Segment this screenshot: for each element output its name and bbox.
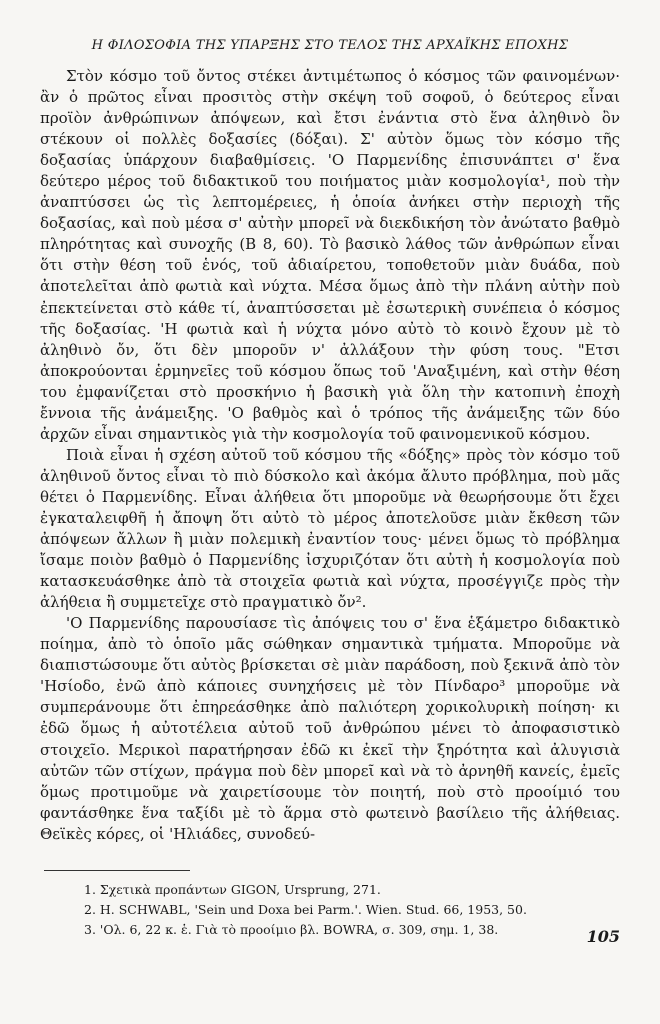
footnote-3: 3. 'Ολ. 6, 22 κ. ἑ. Γιὰ τὸ προοίμιο βλ. BOWRA, σ. 309, σημ. 1, 38. bbox=[84, 922, 499, 937]
footnote-separator bbox=[44, 870, 190, 871]
page-number: 105 bbox=[586, 927, 620, 946]
footnote-1: 1. Σχετικὰ προπάντων GIGON, Ursprung, 271. bbox=[84, 882, 381, 897]
paragraph-2: Ποιὰ εἶναι ἡ σχέση αὐτοῦ τοῦ κόσμου τῆς «δόξης» πρὸς τὸν κόσμο τοῦ ἀληθινοῦ ὄντος εἶναι τὸ πιὸ δύσκολο καὶ ἀκόμα ἄλυτο πρόβλημα, ποὺ μᾶς θέτει ὁ Παρμενίδης. Εἶναι ἀλήθεια ὅτι μποροῦμε νὰ θεωρήσουμε ὅτι ἔχει ἐγκαταλειφθῆ ἡ ἄποψη ὅτι αὐτὸ τὸ μέρος ἀποτελοῦσε μιὰν ἔκθεση τῶν ἀπόψεων ἄλλων ἢ μιὰν πολεμικὴ ἐναντίον τους· μένει ὅμως τὸ πρόβλημα ἴσαμε ποιὸν βαθμὸ ὁ Παρμενίδης ἰσχυριζόταν ὅτι αὐτὴ ἡ κοσμολογία ποὺ κατασκευάσθηκε ἀπὸ τὰ στοιχεῖα φωτιὰ καὶ νύχτα, προσέγγιζε πρὸς τὴν ἀλήθεια ἢ συμμετεῖχε στὸ πραγματικὸ ὄν². bbox=[40, 445, 620, 612]
footnote-2: 2. H. SCHWABL, 'Sein und Doxa bei Parm.'. Wien. Stud. 66, 1953, 50. bbox=[84, 902, 527, 917]
paragraph-1: Στὸν κόσμο τοῦ ὄντος στέκει ἀντιμέτωπος ὁ κόσμος τῶν φαινομένων· ἂν ὁ πρῶτος εἶναι προσιτὸς στὴν σκέψη τοῦ σοφοῦ, ὁ δεύτερος εἶναι προϊὸν ἀνθρώπινων ἀπόψεων, καὶ ἔτσι ἐνάντια στὸ ἕνα ἀληθινὸ ὂν στέκουν οἱ πολλὲς δοξασίες (δόξαι). Σ' αὐτὸν ὅμως τὸν κόσμο τῆς δοξασίας ὑπάρχουν διαβαθμίσεις. 'Ο Παρμενίδης ἐπισυνάπτει σ' ἕνα δεύτερο μέρος τοῦ διδακτικοῦ του ποιήματος μιὰν κοσμολογία¹, ποὺ τὴν ἀναπτύσσει ὡς τὶς λεπτομέρειες, ἡ ὁποία ἀνήκει στὴν περιοχὴ τῆς δοξασίας, καὶ ποὺ μέσα σ' αὐτὴν μπορεῖ νὰ διεκδικήση τὸν ἀνώτατο βαθμὸ πληρότητας καὶ συνοχῆς (Β 8, 60). Τὸ βασικὸ λάθος τῶν ἀνθρώπων εἶναι ὅτι στὴν θέση τοῦ ἑνός, τοῦ ἀδιαίρετου, τοποθετοῦν μιὰν δυάδα, ποὺ ἀποτελεῖται ἀπὸ φωτιὰ καὶ νύχτα. Μέσα ὅμως ἀπὸ τὴν πλάνη αὐτὴν ποὺ ἐπεκτείνεται στὸ κάθε τί, ἀναπτύσσεται μὲ ἐσωτερικὴ συνέπεια ὁ κόσμος τῆς δοξασίας. 'Η φωτιὰ καὶ ἡ νύχτα μόνο αὐτὸ τὸ κοινὸ ἔχουν μὲ τὸ ἀληθινὸ ὄν, ὅτι δὲν μποροῦν ν' ἀλλάξουν τὴν φύση τους. "Ετσι ἀποκρούονται ἑρμηνεῖες τοῦ κόσμου ὅπως τοῦ 'Αναξιμένη, καὶ στὴν θέση του ἐμφανίζεται στὸ προσκήνιο ἡ βασικὴ γιὰ ὅλη τὴν κατοπινὴ ἐποχὴ ἔννοια τῆς ἀνάμειξης. 'Ο βαθμὸς καὶ ὁ τρόπος τῆς ἀνάμειξης τῶν δύο ἀρχῶν εἶναι σημαντικὸς γιὰ τὴν κοσμολογία τοῦ φαινομενικοῦ κόσμου. bbox=[40, 67, 620, 443]
footnotes bbox=[40, 880, 620, 940]
running-head: Η ΦΙΛΟΣΟΦΙΑ ΤΗΣ ΥΠΑΡΞΗΣ ΣΤΟ ΤΕΛΟΣ ΤΗΣ ΑΡΧΑΪΚΗΣ ΕΠΟΧΗΣ bbox=[91, 38, 569, 53]
paragraph-3: 'Ο Παρμενίδης παρουσίασε τὶς ἀπόψεις του σ' ἕνα ἑξάμετρο διδακτικὸ ποίημα, ἀπὸ τὸ ὁποῖο μᾶς σώθηκαν σημαντικὰ τμήματα. Μποροῦμε νὰ διαπιστώσουμε ὅτι αὐτὸς βρίσκεται σὲ μιὰν παράδοση, ποὺ ξεκινᾶ ἀπὸ τὸν 'Ησίοδο, ἐνῶ ἀπὸ κάποιες συνηχήσεις μὲ τὸν Πίνδαρο³ μποροῦμε νὰ συμπεράνουμε ὅτι ἐπηρεάσθηκε ἀπὸ παλιότερη χορικολυρικὴ ποίηση· κι ἐδῶ ὅμως ἡ αὐτοτέλεια αὐτοῦ τοῦ ἀνθρώπου μένει τὸ ἀποφασιστικὸ στοιχεῖο. Μερικοὶ παρατήρησαν ἐδῶ κι ἐκεῖ τὴν ξηρότητα καὶ ἀλυγισιὰ αὐτῶν τῶν στίχων, πράγμα ποὺ δὲν μπορεῖ καὶ νὰ τὸ ἀρνηθῆ κανείς, ἐμεῖς ὅμως προτιμοῦμε νὰ χαιρετίσουμε τὸν ποιητή, ποὺ στὸ προοίμιό του φαντάσθηκε ἕνα ταξίδι μὲ τὸ ἅρμα στὸ φωτεινὸ βασίλειο τῆς ἀλήθειας. Θεϊκὲς κόρες, οἱ 'Ηλιάδες, συνοδεύ- bbox=[40, 614, 620, 843]
main-text bbox=[40, 66, 620, 845]
